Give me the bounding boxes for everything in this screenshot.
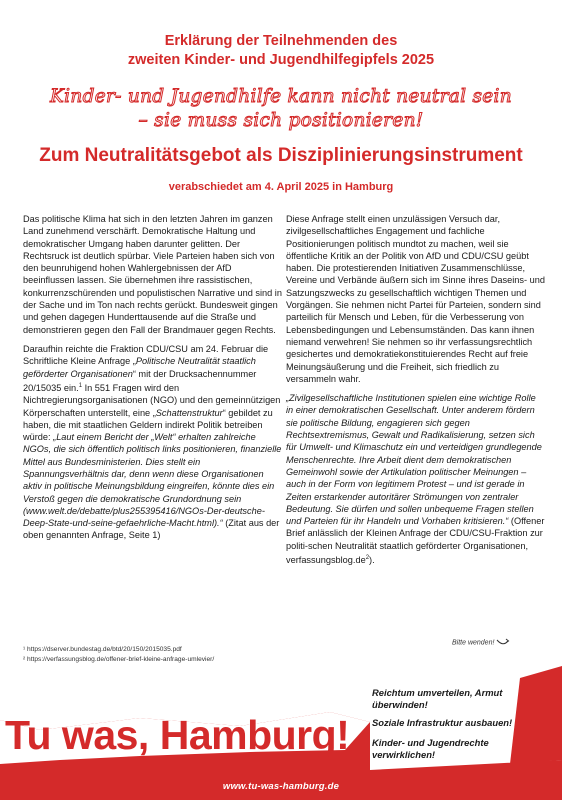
turn-page-label: Bitte wenden!	[452, 639, 495, 647]
demand-2: Soziale Infrastruktur ausbauen!	[372, 717, 513, 728]
declaration-title-line-1: Erklärung der Teilnehmenden des	[164, 33, 398, 49]
text-run: ).	[369, 555, 375, 566]
text-run: (Offener Brief anlässlich der Kleinen Anfrage der CDU/CSU-Fraktion zur politi-schen Neutralität staatlich geförderter Organisationen, verfassungsblog.de	[286, 516, 545, 566]
text-run: “ mit der Drucksachennummer 20/15035 ein.	[23, 368, 257, 393]
paragraph-right-2	[286, 392, 545, 566]
footnote-ref-2: 2	[365, 555, 370, 562]
text-run: (Zitat aus der oben genannten Anfrage, Seite 1)	[23, 518, 280, 541]
declaration-title-line-2: zweiten Kinder- und Jugendhilfegipfels 2025	[127, 52, 435, 68]
inquiry-title: Politische Neutralität staatlich geförderter Organisationen	[23, 356, 256, 379]
demand-1: Reichtum umverteilen, Armut überwinden!	[372, 687, 503, 710]
right-column	[286, 213, 545, 573]
text-run: In 551 Fragen wird den Nichtregierungsorganisationen (NGO) und den gemeinnützigen Körperschaften unterstellt, eine „	[23, 382, 281, 418]
footnote-2: ² https://verfassungsblog.de/offener-brief-kleine-anfrage-umlevier/	[23, 656, 215, 663]
footnote-1: ¹ https://dserver.bundestag.de/btd/20/150/2015035.pdf	[23, 646, 182, 653]
hand-lettered-title-line-1: Kinder- und Jugendhilfe kann nicht neutral sein	[50, 86, 512, 107]
inquiry-quote: „Laut einem Bericht der „Welt“ erhalten zahlreiche NGOs, die sich öffentlich politisch links positionieren, finanzielle Mittel aus Bundesministerien. Dies stellt ein Spannungsverhältnis dar, denn wenn diese Organisationen aktiv in politische Meinungsbildung eingreifen, könnte dies ein Verstoß gegen die demokratische Grundordnung sein (www.welt.de/debatte/plus255395416/NGOs-Der-deutsche-Deep-State-und-seine-gefaehrliche-Macht.html).“	[23, 432, 282, 529]
turn-arrow-icon	[496, 638, 510, 647]
paragraph-left-2	[23, 343, 282, 542]
adoption-date: verabschiedet am 4. April 2025 in Hamburg	[168, 181, 394, 193]
demand-3: Kinder- und Jugendrechte verwirklichen!	[372, 737, 489, 760]
footnote-ref-1: 1	[78, 382, 83, 389]
text-run: Daraufhin reichte die Fraktion CDU/CSU am 24. Februar die Schriftliche Kleine Anfrage „	[23, 343, 269, 367]
hand-lettered-title-line-2: – sie muss sich positionieren!	[138, 110, 424, 131]
left-column	[23, 213, 282, 549]
paragraph-left-1: Das politische Klima hat sich in den letzten Jahren im ganzen Land zunehmend verschärft. Demokratische Haltung und demokratischer Umgang haben darunter gelitten. Der Rechtsruck ist deutlich spürbar. Viele Parteien haben sich von den beunruhigend hohen Wahlergebnissen der AfD beeinflussen lassen. Sie übernehmen ihre rassistischen, konkurrenzschürenden und populistischen Narrative und sind in der Sache und im Ton nach rechts gerückt. Bundesweit gingen und gehen dagegen Hunderttausende auf die Straße und demonstrieren gegen den Fall der Brandmauer gegen Rechts.	[23, 214, 282, 335]
open-letter-quote: „Zivilgesellschaftliche Institutionen spielen eine wichtige Rolle in einer demokratischen Gesellschaft. Unter anderem fördern sie politische Bildung, engagieren sich gegen Rechtsextremismus, Gewalt und Radikalisierung, setzen sich für Umwelt- und Klimaschutz ein und verteidigen grundlegende Menschenrechte. Ihre Arbeit dient dem demokratischen Gemeinwohl sowie der Artikulation politischer Meinungen – auch in der Form von legitimem Protest – und ist gerade in Zeiten erstarkender autoritärer Strömungen von zentraler Bedeutung. Sie dürfen und sollen unbequeme Fragen stellen und Parteien für ihr Handeln und Vorhaben kritisieren.“	[286, 393, 542, 527]
headline: Zum Neutralitätsgebot als Disziplinierungsinstrument	[39, 145, 523, 166]
turn-page-note	[452, 638, 510, 647]
text-run: “ gebildet zu haben, die mit staatlichen Geldern indirekt Politik betreiben würde:	[23, 407, 273, 443]
quoted-term: Schattenstruktur	[155, 407, 223, 418]
campaign-slogan: Tu was, Hamburg!	[5, 712, 350, 758]
paragraph-right-1: Diese Anfrage stellt einen unzulässigen Versuch dar, zivilgesellschaftliches Engagement und fachliche Positionierungen politisch mundtot zu machen, weil sie öffentliche Kritik an der Politik von AfD und CDU/CSU geübt haben. Die protestierenden Initiativen Zusammenschlüsse, Vereine und Verbände äußern sich im Sinne ihres Daseins- und Satzungszwecks zu gesellschaftlich wichtigen Themen und Vorgängen. Sie nehmen nicht Partei für Parteien, sondern sind parteilich für Mensch und Leben, für die Verbesserung von Lebensbedingungen und Lebensumständen. Das kann ihnen niemand verwehren! Sie nehmen so ihr verfassungsrechtlich gesichertes und demokratiekonstituierendes Recht auf freie Meinungsäußerung und die Freiheit, sich friedlich zu versammeln wahr.	[286, 214, 545, 384]
campaign-url[interactable]: www.tu-was-hamburg.de	[222, 781, 340, 792]
